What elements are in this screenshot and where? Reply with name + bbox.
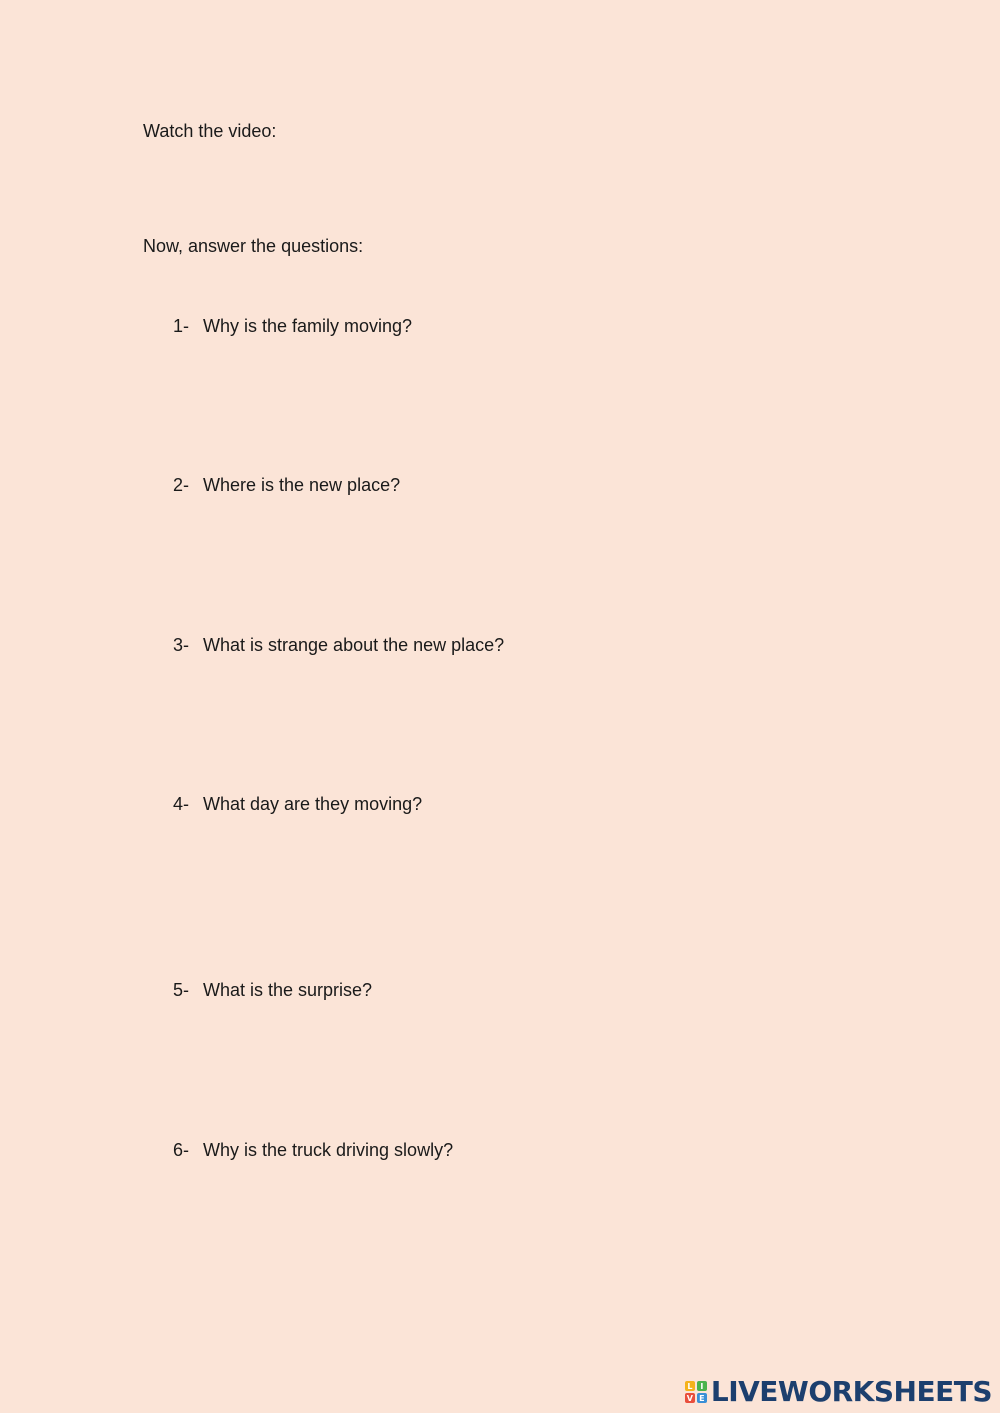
question-text: Where is the new place? [203,475,401,495]
question-text: What day are they moving? [203,794,423,814]
question-number: 4- [173,794,190,814]
question-number: 1- [173,316,190,336]
question-text: Why is the truck driving slowly? [203,1140,454,1160]
instruction-answer: Now, answer the questions: [143,236,364,256]
logo-letter: L [685,1381,695,1391]
logo-mark-icon [685,1381,707,1403]
logo-letter: V [686,1393,693,1403]
question-text: Why is the family moving? [203,316,413,336]
question-number: 6- [173,1140,190,1160]
instruction-watch: Watch the video: [143,121,277,141]
logo-letter: E [697,1393,707,1403]
question-item [173,793,422,815]
question-item [173,1139,453,1161]
liveworksheets-logo [685,1377,992,1407]
question-item [173,315,412,337]
question-text: What is the surprise? [203,980,373,1000]
question-text: What is strange about the new place? [203,635,505,655]
question-item [173,634,504,656]
question-number: 5- [173,980,190,1000]
question-number: 2- [173,475,190,495]
logo-wordmark: LIVEWORKSHEETS [710,1375,992,1408]
logo-letter: I [697,1381,707,1391]
question-item [173,979,372,1001]
question-number: 3- [173,635,190,655]
question-item [173,474,400,496]
